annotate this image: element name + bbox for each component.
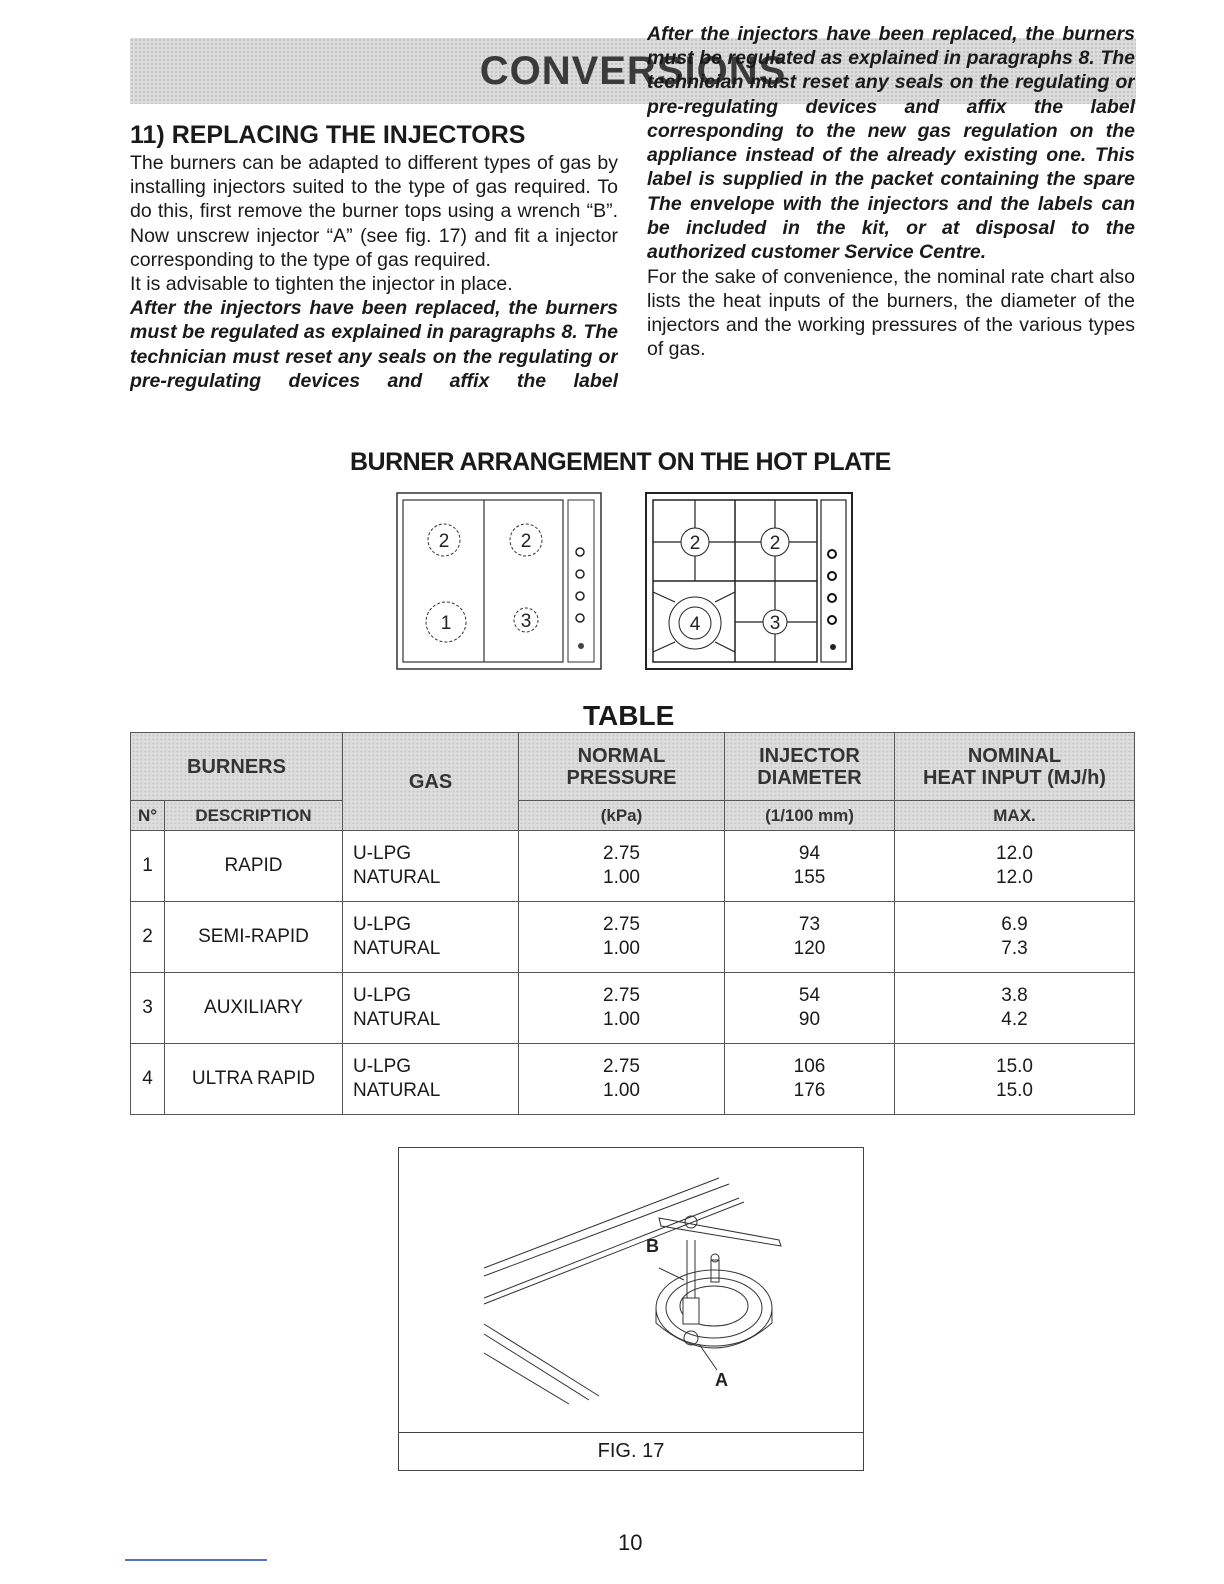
burner-label: 2 [769,533,781,554]
cell-gas [343,831,519,902]
pressure-value: 2.75 [603,843,640,864]
hotplate-diagram-1 [396,492,602,670]
diameter-value: 176 [793,1080,826,1101]
header-number: N° [131,801,165,831]
header-diameter-line: DIAMETER [757,766,862,789]
header-diameter-unit: (1/100 mm) [725,801,895,831]
heat-value: 12.0 [996,843,1033,864]
text-column-left [130,120,618,394]
arrangement-title: BURNER ARRANGEMENT ON THE HOT PLATE [350,448,891,476]
pressure-value: 1.00 [603,1009,640,1030]
text-column-right [647,23,1135,361]
table-row [131,902,1135,973]
paragraph-rate-chart: For the sake of convenience, the nominal rate chart also lists the heat inputs of the burners, the diameter of the injectors and the working pressures of the various types of gas. [647,265,1135,361]
header-pressure [519,733,725,801]
cell-pressure [519,902,725,973]
table-row [131,973,1135,1044]
paragraph-injector-replacement: The burners can be adapted to different types of gas by installing injectors suited to the type of gas required. To do this, first remove the burner tops using a wrench “B”. Now unscrew injector “A” (see fig. 17) and fit a injector corresponding to the type of gas required. [130,152,618,271]
cell-pressure [519,973,725,1044]
cell-gas [343,973,519,1044]
pressure-value: 2.75 [603,914,640,935]
gas-value: U-LPG [353,914,412,935]
cell-pressure [519,1044,725,1115]
table-title: TABLE [583,700,675,731]
page-title: CONVERSIONS [479,48,787,93]
header-pressure-unit: (kPa) [519,801,725,831]
header-description: DESCRIPTION [165,801,343,831]
hotplate-diagram-2 [645,492,853,670]
page-number: 10 [618,1530,643,1555]
diameter-value: 120 [793,938,826,959]
label-b: B [646,1236,659,1256]
burner-label: 1 [440,613,452,634]
burner-label: 4 [689,614,701,635]
gas-value: NATURAL [353,1080,441,1101]
header-heat-line: HEAT INPUT (MJ/h) [923,766,1106,789]
header-diameter-line: INJECTOR [759,744,860,767]
warning-continued [647,22,1135,192]
heat-value: 12.0 [996,867,1033,888]
diameter-value: 73 [798,914,821,935]
heat-value: 15.0 [996,1080,1033,1101]
gas-value: NATURAL [353,938,441,959]
diameter-value: 155 [793,867,826,888]
table-row [131,831,1135,902]
header-gas: GAS [343,733,519,831]
cell-description: SEMI-RAPID [165,902,343,973]
gas-value: NATURAL [353,867,441,888]
injector-wrench-illustration [399,1148,865,1434]
diameter-value: 106 [793,1056,826,1077]
cell-description: ULTRA RAPID [165,1044,343,1115]
cell-diameter [725,1044,895,1115]
cell-diameter [725,902,895,973]
cell-description: RAPID [165,831,343,902]
gas-value: U-LPG [353,843,412,864]
label-a: A [715,1370,728,1390]
cell-gas [343,1044,519,1115]
header-heat-unit: MAX. [895,801,1135,831]
heat-value: 15.0 [996,1056,1033,1077]
pressure-value: 1.00 [603,938,640,959]
burner-label: 2 [438,531,450,552]
cell-gas [343,902,519,973]
cell-diameter [725,831,895,902]
heat-value: 6.9 [1001,914,1028,935]
footer-rule [125,1559,267,1561]
warning-text: After the injectors have been replaced, the burners must be regulated as explained in paragraphs 8. The technician must reset any seals on the regulating or pre-regulating devices and affix the label [130,297,618,392]
cell-description: AUXILIARY [165,973,343,1044]
burner-label: 2 [689,533,701,554]
figure-caption: FIG. 17 [399,1432,863,1470]
cell-diameter [725,973,895,1044]
cell-heat [895,902,1135,973]
section-heading: 11) REPLACING THE INJECTORS [130,121,526,149]
warning-text-continued: After the injectors have been replaced, the burners must be regulated as explained in paragraphs 8. The technician must reset any seals on the regulating or pre-regulating devices and affix the label corresponding to the new gas regulation on the appliance instead of the already existing one. This label is supplied in the packet containing the spare [647,23,1135,191]
heat-value: 7.3 [1001,938,1028,959]
header-pressure-line: PRESSURE [566,766,677,789]
pressure-value: 2.75 [603,1056,640,1077]
diameter-value: 54 [798,985,821,1006]
gas-value: U-LPG [353,985,412,1006]
header-heat-line: NOMINAL [967,744,1062,767]
burner-label: 3 [769,613,781,634]
burner-label: 3 [520,611,532,632]
gas-value: U-LPG [353,1056,412,1077]
header-pressure-line: NORMAL [577,744,666,767]
cell-pressure [519,831,725,902]
cell-number: 4 [131,1044,165,1115]
header-burners: BURNERS [131,733,343,801]
figure-17 [398,1147,864,1471]
cell-heat [895,1044,1135,1115]
burner-label: 2 [520,531,532,552]
cell-heat [895,973,1135,1044]
heat-value: 4.2 [1001,1009,1028,1030]
cell-number: 2 [131,902,165,973]
heat-value: 3.8 [1001,985,1028,1006]
header-heat-input [895,733,1135,801]
pressure-value: 1.00 [603,1080,640,1101]
header-diameter [725,733,895,801]
pressure-value: 1.00 [603,867,640,888]
cell-number: 3 [131,973,165,1044]
diameter-value: 90 [798,1009,821,1030]
table-row [131,1044,1135,1115]
cell-heat [895,831,1135,902]
nominal-rate-table [130,732,1135,1115]
gas-value: NATURAL [353,1009,441,1030]
envelope-note: The envelope with the injectors and the labels can be included in the kit, or at disposal to the authorized customer Service Centre. [647,193,1135,264]
diameter-value: 94 [798,843,821,864]
pressure-value: 2.75 [603,985,640,1006]
paragraph-tighten: It is advisable to tighten the injector in place. [130,273,513,296]
cell-number: 1 [131,831,165,902]
